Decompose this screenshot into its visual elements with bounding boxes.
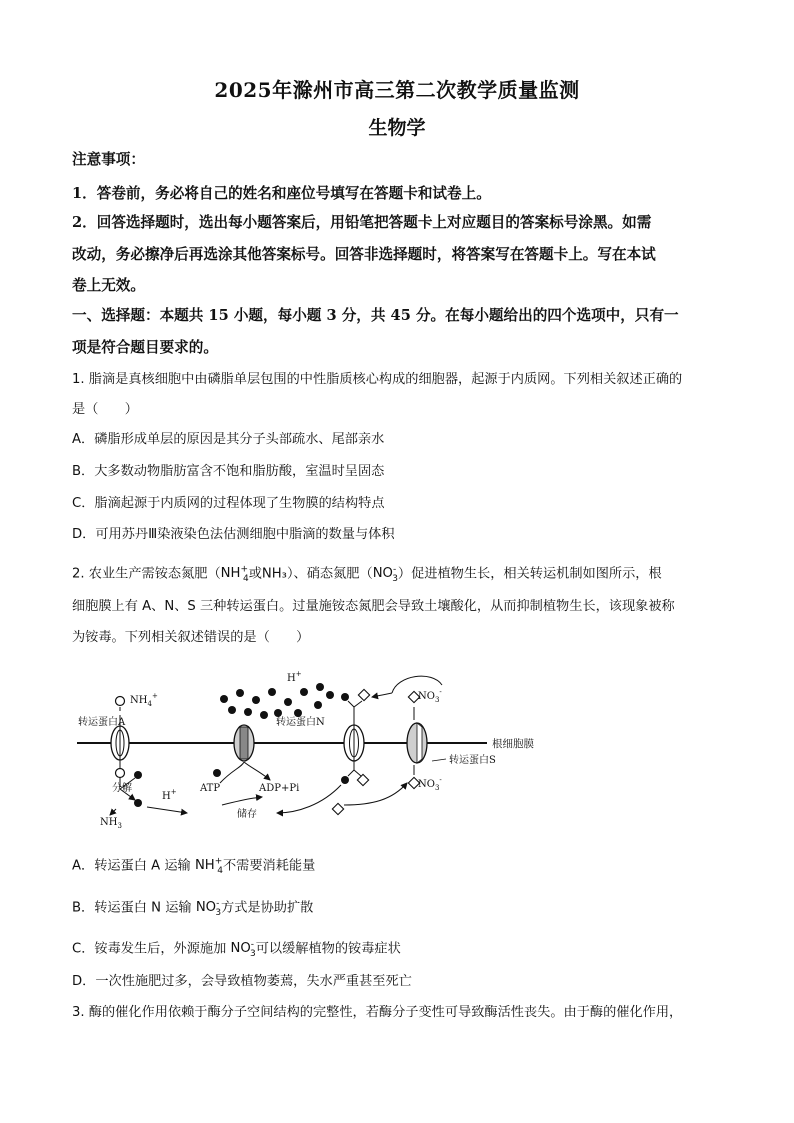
proton-pump	[234, 725, 254, 761]
protein-n	[344, 717, 364, 763]
q2-stem-line-3: 为铵毒。下列相关叙述错误的是（ ）	[72, 630, 310, 645]
h-ion-cluster	[220, 683, 334, 719]
h-bottom-label: H+	[162, 788, 177, 802]
q3-stem-line-1: 3. 酶的催化作用依赖于酶分子空间结构的完整性，若酶分子变性可导致酶活性丧失。由于酶的催化作用，	[72, 1005, 683, 1020]
decompose-label: 分解	[112, 783, 132, 794]
protein-s	[407, 723, 427, 763]
exam-title: 2025年滁州市高三第二次教学质量监测	[214, 78, 580, 102]
section-1-heading-line-1: 一、选择题：本题共 15 小题，每小题 3 分，共 45 分。在每小题给出的四个选项中，只有一	[72, 307, 679, 324]
nh4-inline: $NH^+_4$	[194, 857, 223, 877]
h-bottom-dot	[134, 799, 142, 807]
q1-option-d: D．可用苏丹Ⅲ染液染色法估测细胞中脂滴的数量与体积	[72, 527, 395, 542]
nitrogen-transport-diagram	[72, 665, 632, 835]
protein-a-label: 转运蛋白A	[78, 717, 126, 728]
notice-heading: 注意事项：	[72, 151, 145, 168]
no3-inline: $NO^-_3$	[195, 899, 222, 919]
subject-title: 生物学	[368, 117, 426, 139]
atp-label: ATP	[200, 783, 221, 794]
nh4-top-circle	[116, 697, 125, 706]
q1-option-a: A．磷脂形成单层的原因是其分子头部疏水、尾部亲水	[72, 432, 385, 447]
nh4-formula: $NH^+_4$	[220, 565, 249, 585]
q2-option-d: D．一次性施肥过多，会导致植物萎蔫，失水严重甚至死亡	[72, 974, 412, 989]
no3-formula: $NO^-_3$	[372, 565, 398, 585]
adp-label: ADP+Pi	[259, 783, 300, 794]
q1-option-b: B．大多数动物脂肪富含不饱和脂肪酸，室温时呈固态	[72, 464, 385, 479]
nh4-top-label: $NH_4^+$	[130, 692, 158, 708]
no3-bottom-label: $NO_3^-$	[418, 776, 442, 792]
q1-stem-line-2: 是（ ）	[72, 402, 138, 417]
protein-s-label: 转运蛋白S	[449, 755, 496, 766]
q2-stem-part-2: 或NH₃）、硝态氮肥（	[248, 566, 373, 582]
section-1-heading-line-2: 项是符合题目要求的。	[72, 339, 218, 356]
nh4-inside-circle	[116, 769, 125, 778]
nh3-label: $NH_3$	[100, 817, 122, 830]
q2-option-a: A．转运蛋白 A 运输 $NH^+_4$不需要消耗能量	[72, 857, 316, 877]
q2-stem-line-1	[72, 560, 722, 589]
q2-option-b: B．转运蛋白 N 运输 $NO^-_3$方式是协助扩散	[72, 899, 314, 919]
notice-item-1: 1．答卷前，务必将自己的姓名和座位号填写在答题卡和试卷上。	[72, 185, 491, 202]
q1-stem-line-1: 1. 脂滴是真核细胞中由磷脂单层包围的中性脂质核心构成的细胞器，起源于内质网。下列相关叙述正确的	[72, 372, 683, 387]
notice-item-2-line-3: 卷上无效。	[72, 277, 145, 294]
notice-item-2-line-1: 2．回答选择题时，选出每小题答案后，用铅笔把答题卡上对应题目的答案标号涂黑。如需	[72, 214, 652, 231]
membrane-label: 根细胞膜	[492, 738, 534, 750]
q2-stem-part-3: ）促进植物生长，相关转运机制如图所示，根	[397, 566, 662, 582]
store-label: 储存	[237, 809, 257, 820]
h-top-label: H+	[287, 670, 302, 684]
protein-n-label: 转运蛋白N	[276, 717, 325, 728]
no3-inline: $NO^-_3$	[230, 940, 256, 960]
q2-stem-line-2: 细胞膜上有 A、N、S 三种转运蛋白。过量施铵态氮肥会导致土壤酸化，从而抑制植物生长，该现象被称	[72, 599, 675, 614]
q2-option-c: C．铵毒发生后，外源施加 $NO^-_3$可以缓解植物的铵毒症状	[72, 940, 401, 960]
notice-item-2-line-2: 改动，务必擦净后再选涂其他答案标号。回答非选择题时，将答案写在答题卡上。写在本试	[72, 246, 656, 263]
q1-option-c: C．脂滴起源于内质网的过程体现了生物膜的结构特点	[72, 496, 385, 511]
no3-top-label: $NO_3^-$	[418, 688, 442, 704]
q2-stem-part-1: 2. 农业生产需铵态氮肥（	[72, 566, 221, 582]
